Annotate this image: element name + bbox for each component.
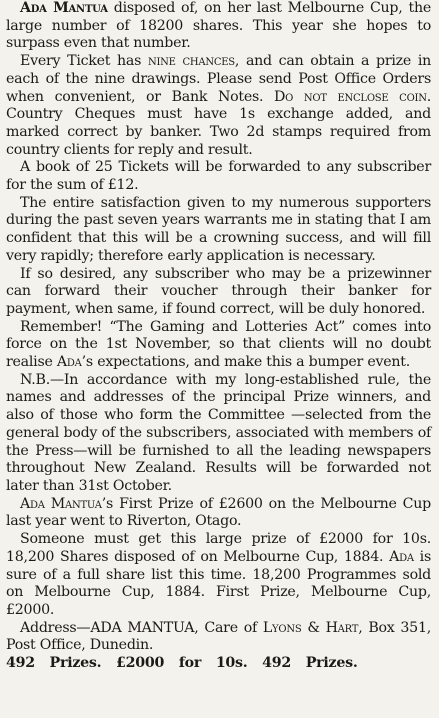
paragraph-satisfaction: The entire satisfaction given to my numerous supporters during the past seven years warrants me in stating that I am confident that this will be a crowning success, and will fill very rapidly; therefore early application is necessary. — [6, 194, 431, 264]
address-ampersand: & — [301, 619, 326, 636]
ada-name-2: Ada — [389, 548, 414, 565]
paragraph-intro — [6, 0, 431, 53]
paragraph-someone — [6, 531, 431, 620]
lyons-name: Lyons — [262, 619, 302, 636]
someone-text-c: is sure of a full share list this time. 18,200 Programmes sold on Melbourne Cup, 1884. First Prize, Melbourne Cup, £2000. — [6, 548, 431, 618]
tickets-text-c: , and can obtain a prize in each of the nine drawings. Please send Post Office Orders when convenient, or Bank Notes. — [6, 53, 431, 105]
remember-text-a: Remember! “The Gaming and Lotteries Act” comes into force on the 1st November, so that clients will no doubt realise — [6, 318, 431, 371]
paragraph-tickets — [6, 53, 431, 159]
paragraph-prizewinner: If so desired, any subscriber who may be a prizewinner can forward their voucher through their banker for payment, when same, if found correct, will be duly honored. — [6, 265, 431, 317]
first-prize-text: ’s First Prize of £2600 on the Melbourne Cup last year went to Riverton, Otago. — [6, 495, 431, 530]
hart-name: Hart — [325, 619, 359, 636]
nine-chances-text: nine chances — [147, 53, 235, 70]
tickets-text-a: Every Ticket has — [20, 53, 148, 70]
paragraph-remember — [6, 319, 431, 372]
name-ada-mantua: Ada Mantua — [20, 0, 108, 16]
remember-text-c: ’s expectations, and make this a bumper event. — [81, 354, 410, 371]
tickets-text-e: Country Cheques must have 1s exchange added, and marked correct by banker. Two 2d stamps required from country clients for reply and result. — [6, 106, 431, 158]
address-text-a: Address—ADA MANTUA, Care of — [20, 619, 263, 636]
ada-mantua-name: Ada Mantua — [20, 495, 102, 512]
someone-text-a: Someone must get this large prize of £2000 for 10s. 18,200 Shares disposed of on Melbourne Cup, 1884. — [6, 531, 431, 565]
intro-text: disposed of, on her last Melbourne Cup, the large number of 18200 shares. This year she hopes to surpass even that number. — [6, 0, 431, 52]
ada-name: Ada — [56, 354, 82, 371]
paragraph-address — [6, 620, 431, 655]
advertisement-column — [6, 0, 431, 718]
footer-prizes-line: 492 Prizes. £2000 for 10s. 492 Prizes. — [6, 655, 358, 672]
address-text-e: , Box 351, Post Office, Dunedin. — [6, 619, 431, 654]
paragraph-nb: N.B.—In accordance with my long-established rule, the names and addresses of the principal Prize winners, and also of those who form the Committee —selected from the general body of the subscribers, associated with members of the Press—will be furnished to all the leading newspapers throughout New Zealand. Results will be forwarded not later than 31st October. — [6, 371, 431, 494]
paragraph-book: A book of 25 Tickets will be forwarded to any subscriber for the sum of £12. — [6, 159, 431, 194]
paragraph-first-prize — [6, 496, 431, 531]
no-coin-notice: Do not enclose coin. — [274, 88, 431, 105]
